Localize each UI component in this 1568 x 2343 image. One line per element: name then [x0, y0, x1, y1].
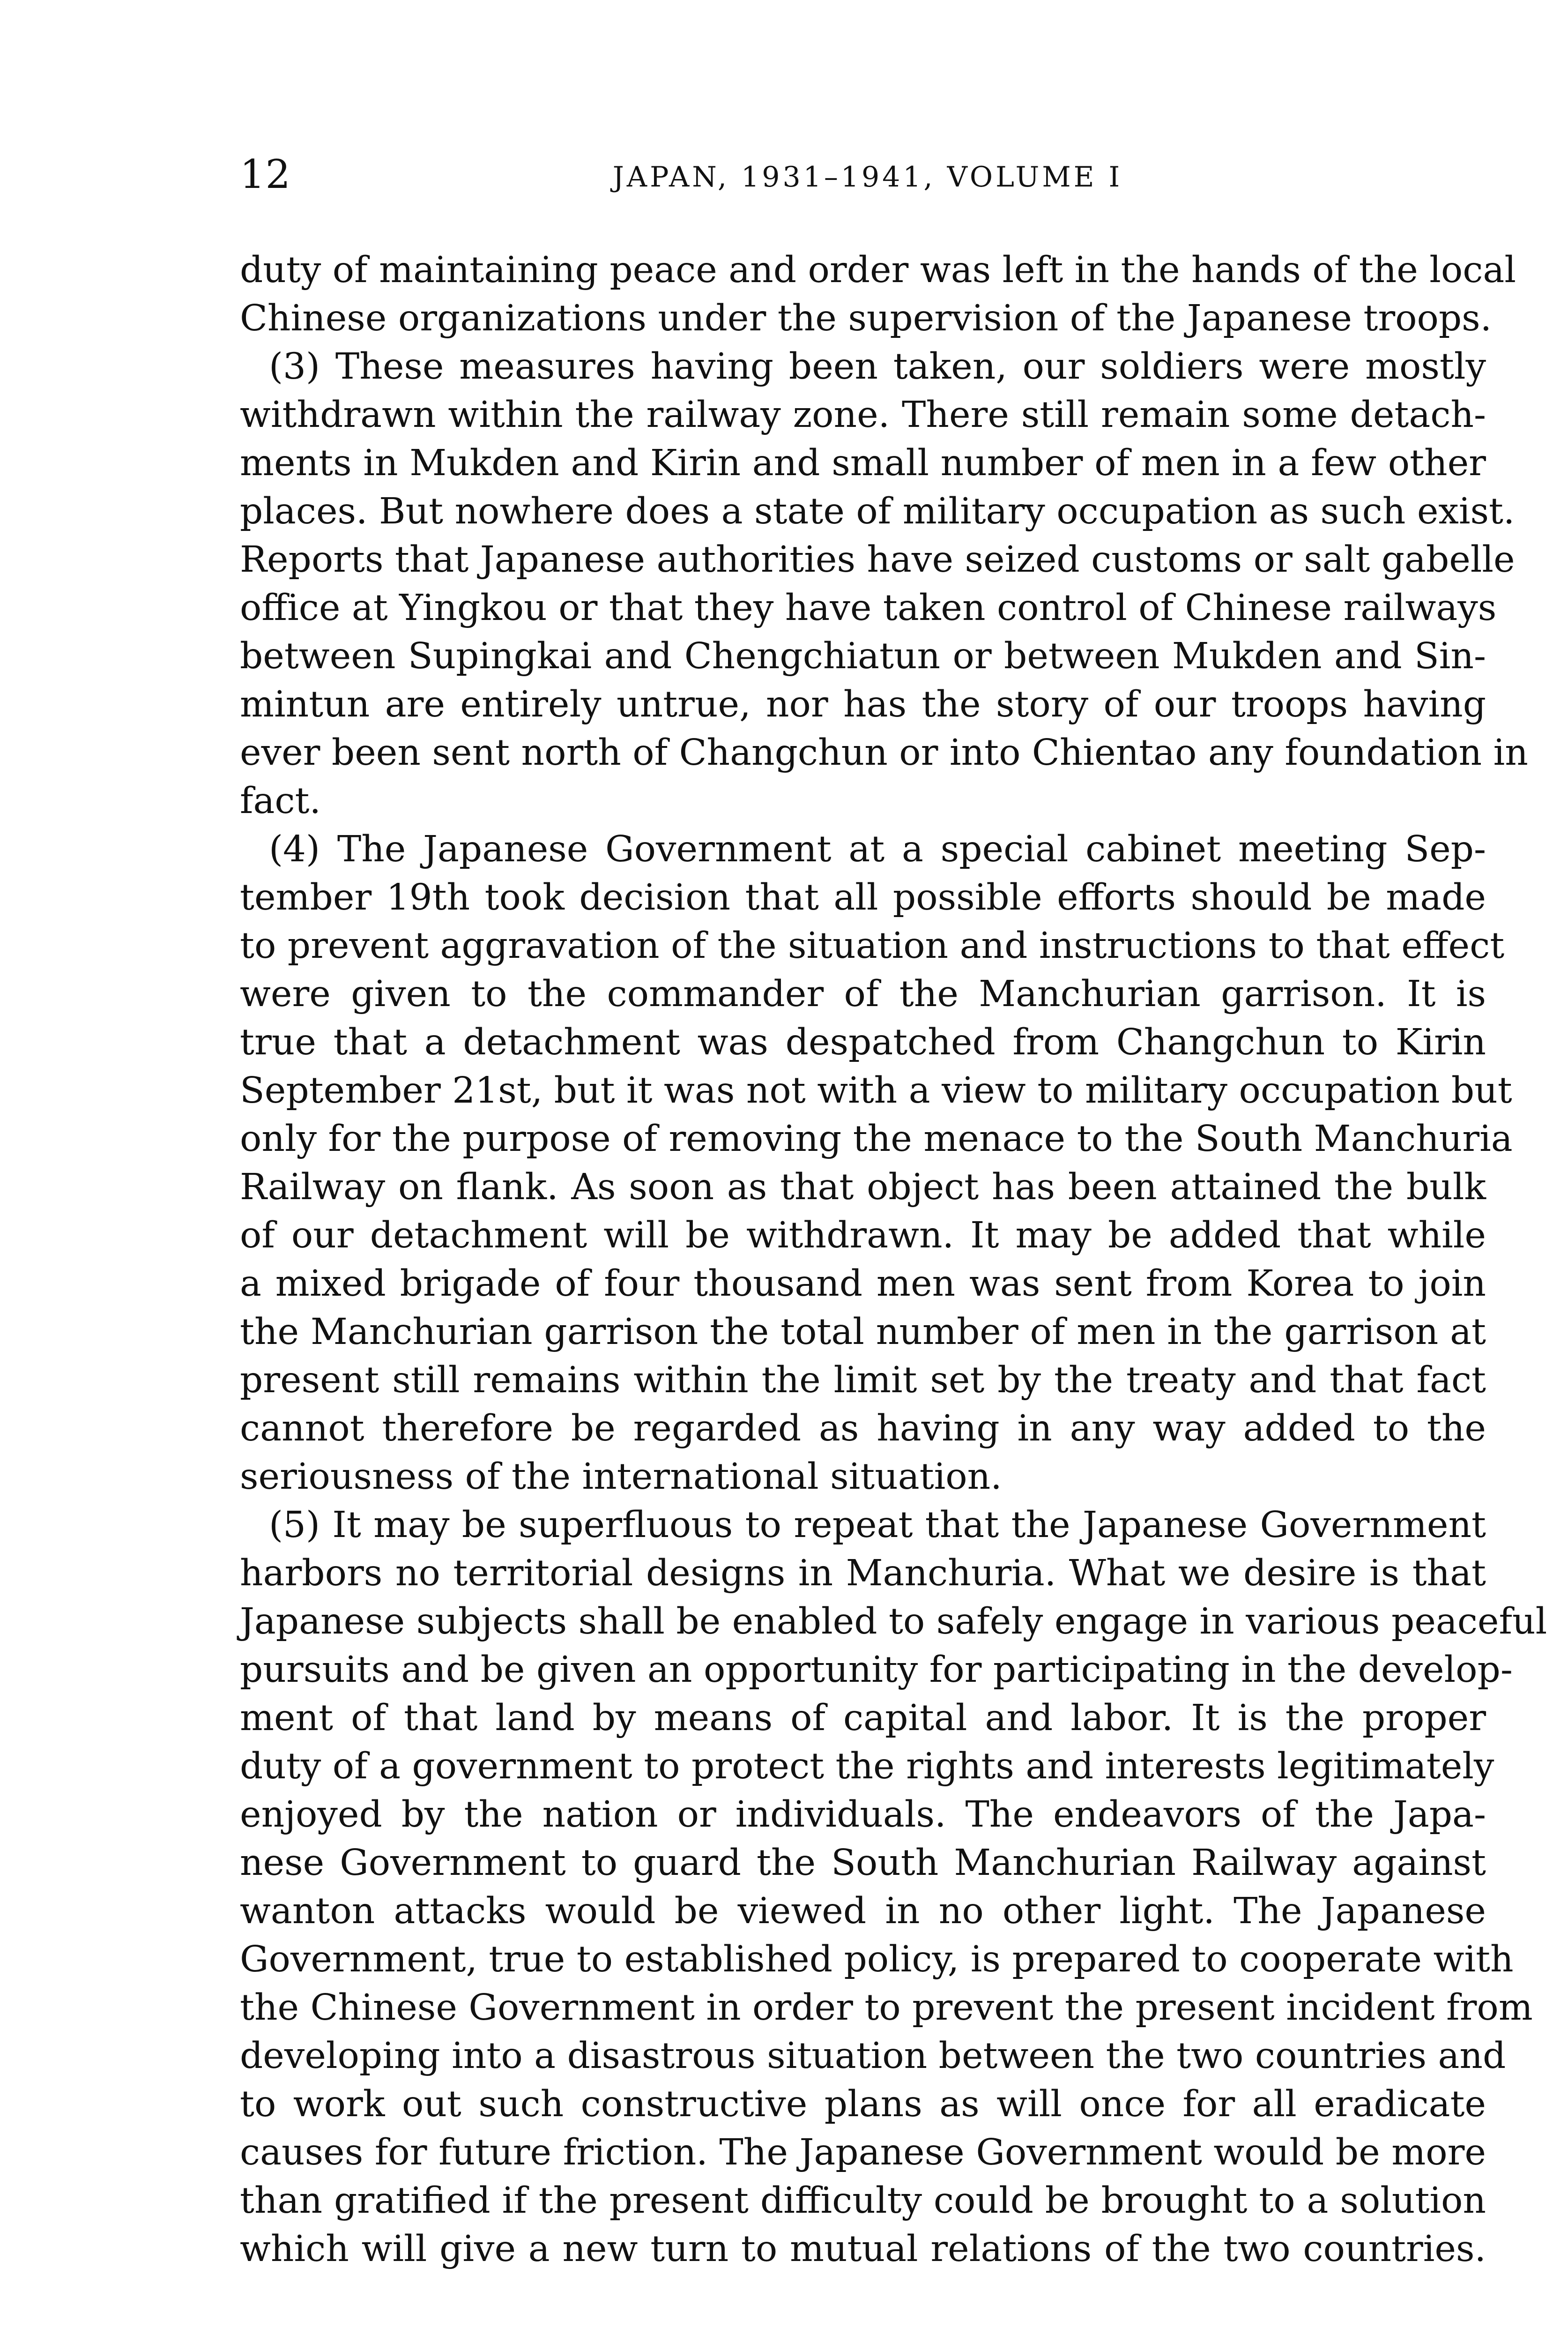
text-line: mintun are entirely untrue, nor has the story of our troops having — [240, 684, 1486, 725]
text-line: which will give a new turn to mutual relations of the two countries. — [240, 2228, 1486, 2270]
page-number: 12 — [240, 151, 291, 197]
text-line: (3) These measures having been taken, our soldiers were mostly — [269, 346, 1486, 388]
running-head — [240, 151, 1495, 211]
text-line: Japanese subjects shall be enabled to safely engage in various peaceful — [240, 1601, 1547, 1642]
text-line: ever been sent north of Changchun or into Chientao any foundation in — [240, 732, 1528, 774]
text-line: duty of maintaining peace and order was left in the hands of the local — [240, 249, 1516, 291]
running-head-title: JAPAN, 1931–1941, VOLUME I — [612, 161, 1123, 194]
text-line: places. But nowhere does a state of military occupation as such exist. — [240, 491, 1515, 532]
text-line: true that a detachment was despatched from Changchun to Kirin — [240, 1022, 1486, 1063]
text-line: ment of that land by means of capital and labor. It is the proper — [240, 1697, 1486, 1739]
text-line: causes for future friction. The Japanese Government would be more — [240, 2132, 1486, 2173]
text-line: fact. — [240, 780, 321, 822]
text-line: to prevent aggravation of the situation and instructions to that effect — [240, 925, 1505, 967]
text-line: wanton attacks would be viewed in no other light. The Japanese — [240, 1890, 1486, 1932]
text-line: Reports that Japanese authorities have seized customs or salt gabelle — [240, 539, 1515, 581]
text-line: withdrawn within the railway zone. There still remain some detach- — [240, 394, 1486, 436]
text-line: only for the purpose of removing the menace to the South Manchuria — [240, 1118, 1513, 1160]
text-line: the Chinese Government in order to prevent the present incident from — [240, 1987, 1533, 2029]
text-line: developing into a disastrous situation between the two countries and — [240, 2035, 1506, 2077]
text-line: office at Yingkou or that they have taken control of Chinese railways — [240, 587, 1497, 629]
text-line: between Supingkai and Chengchiatun or between Mukden and Sin- — [240, 635, 1486, 677]
text-line: (4) The Japanese Government at a special cabinet meeting Sep- — [269, 828, 1486, 870]
text-line: were given to the commander of the Manchurian garrison. It is — [240, 973, 1486, 1015]
text-line: Railway on flank. As soon as that object has been attained the bulk — [240, 1166, 1486, 1208]
body-text — [240, 246, 1547, 2273]
text-line: the Manchurian garrison the total number of men in the garrison at — [240, 1311, 1486, 1353]
text-line: pursuits and be given an opportunity for participating in the develop- — [240, 1649, 1513, 1691]
text-line: enjoyed by the nation or individuals. The endeavors of the Japa- — [240, 1794, 1486, 1836]
text-line: seriousness of the international situation. — [240, 1456, 1002, 1498]
text-line: (5) It may be superfluous to repeat that the Japanese Government — [269, 1504, 1486, 1546]
text-line: nese Government to guard the South Manchurian Railway against — [240, 1842, 1486, 1884]
text-line: present still remains within the limit set by the treaty and that fact — [240, 1359, 1486, 1401]
text-line: September 21st, but it was not with a view to military occupation but — [240, 1070, 1512, 1112]
text-line: Government, true to established policy, is prepared to cooperate with — [240, 1939, 1514, 1980]
text-line: a mixed brigade of four thousand men was sent from Korea to join — [240, 1263, 1486, 1305]
text-line: cannot therefore be regarded as having in any way added to the — [240, 1408, 1486, 1449]
text-line: than gratified if the present difficulty could be brought to a solution — [240, 2180, 1486, 2222]
text-line: tember 19th took decision that all possible efforts should be made — [240, 877, 1486, 918]
text-line: ments in Mukden and Kirin and small number of men in a few other — [240, 442, 1486, 484]
text-line: harbors no territorial designs in Manchuria. What we desire is that — [240, 1552, 1486, 1594]
text-line: to work out such constructive plans as will once for all eradicate — [240, 2083, 1486, 2125]
text-line: of our detachment will be withdrawn. It may be added that while — [240, 1215, 1486, 1256]
text-line: Chinese organizations under the supervision of the Japanese troops. — [240, 298, 1492, 339]
text-line: duty of a government to protect the rights and interests legitimately — [240, 1746, 1494, 1787]
